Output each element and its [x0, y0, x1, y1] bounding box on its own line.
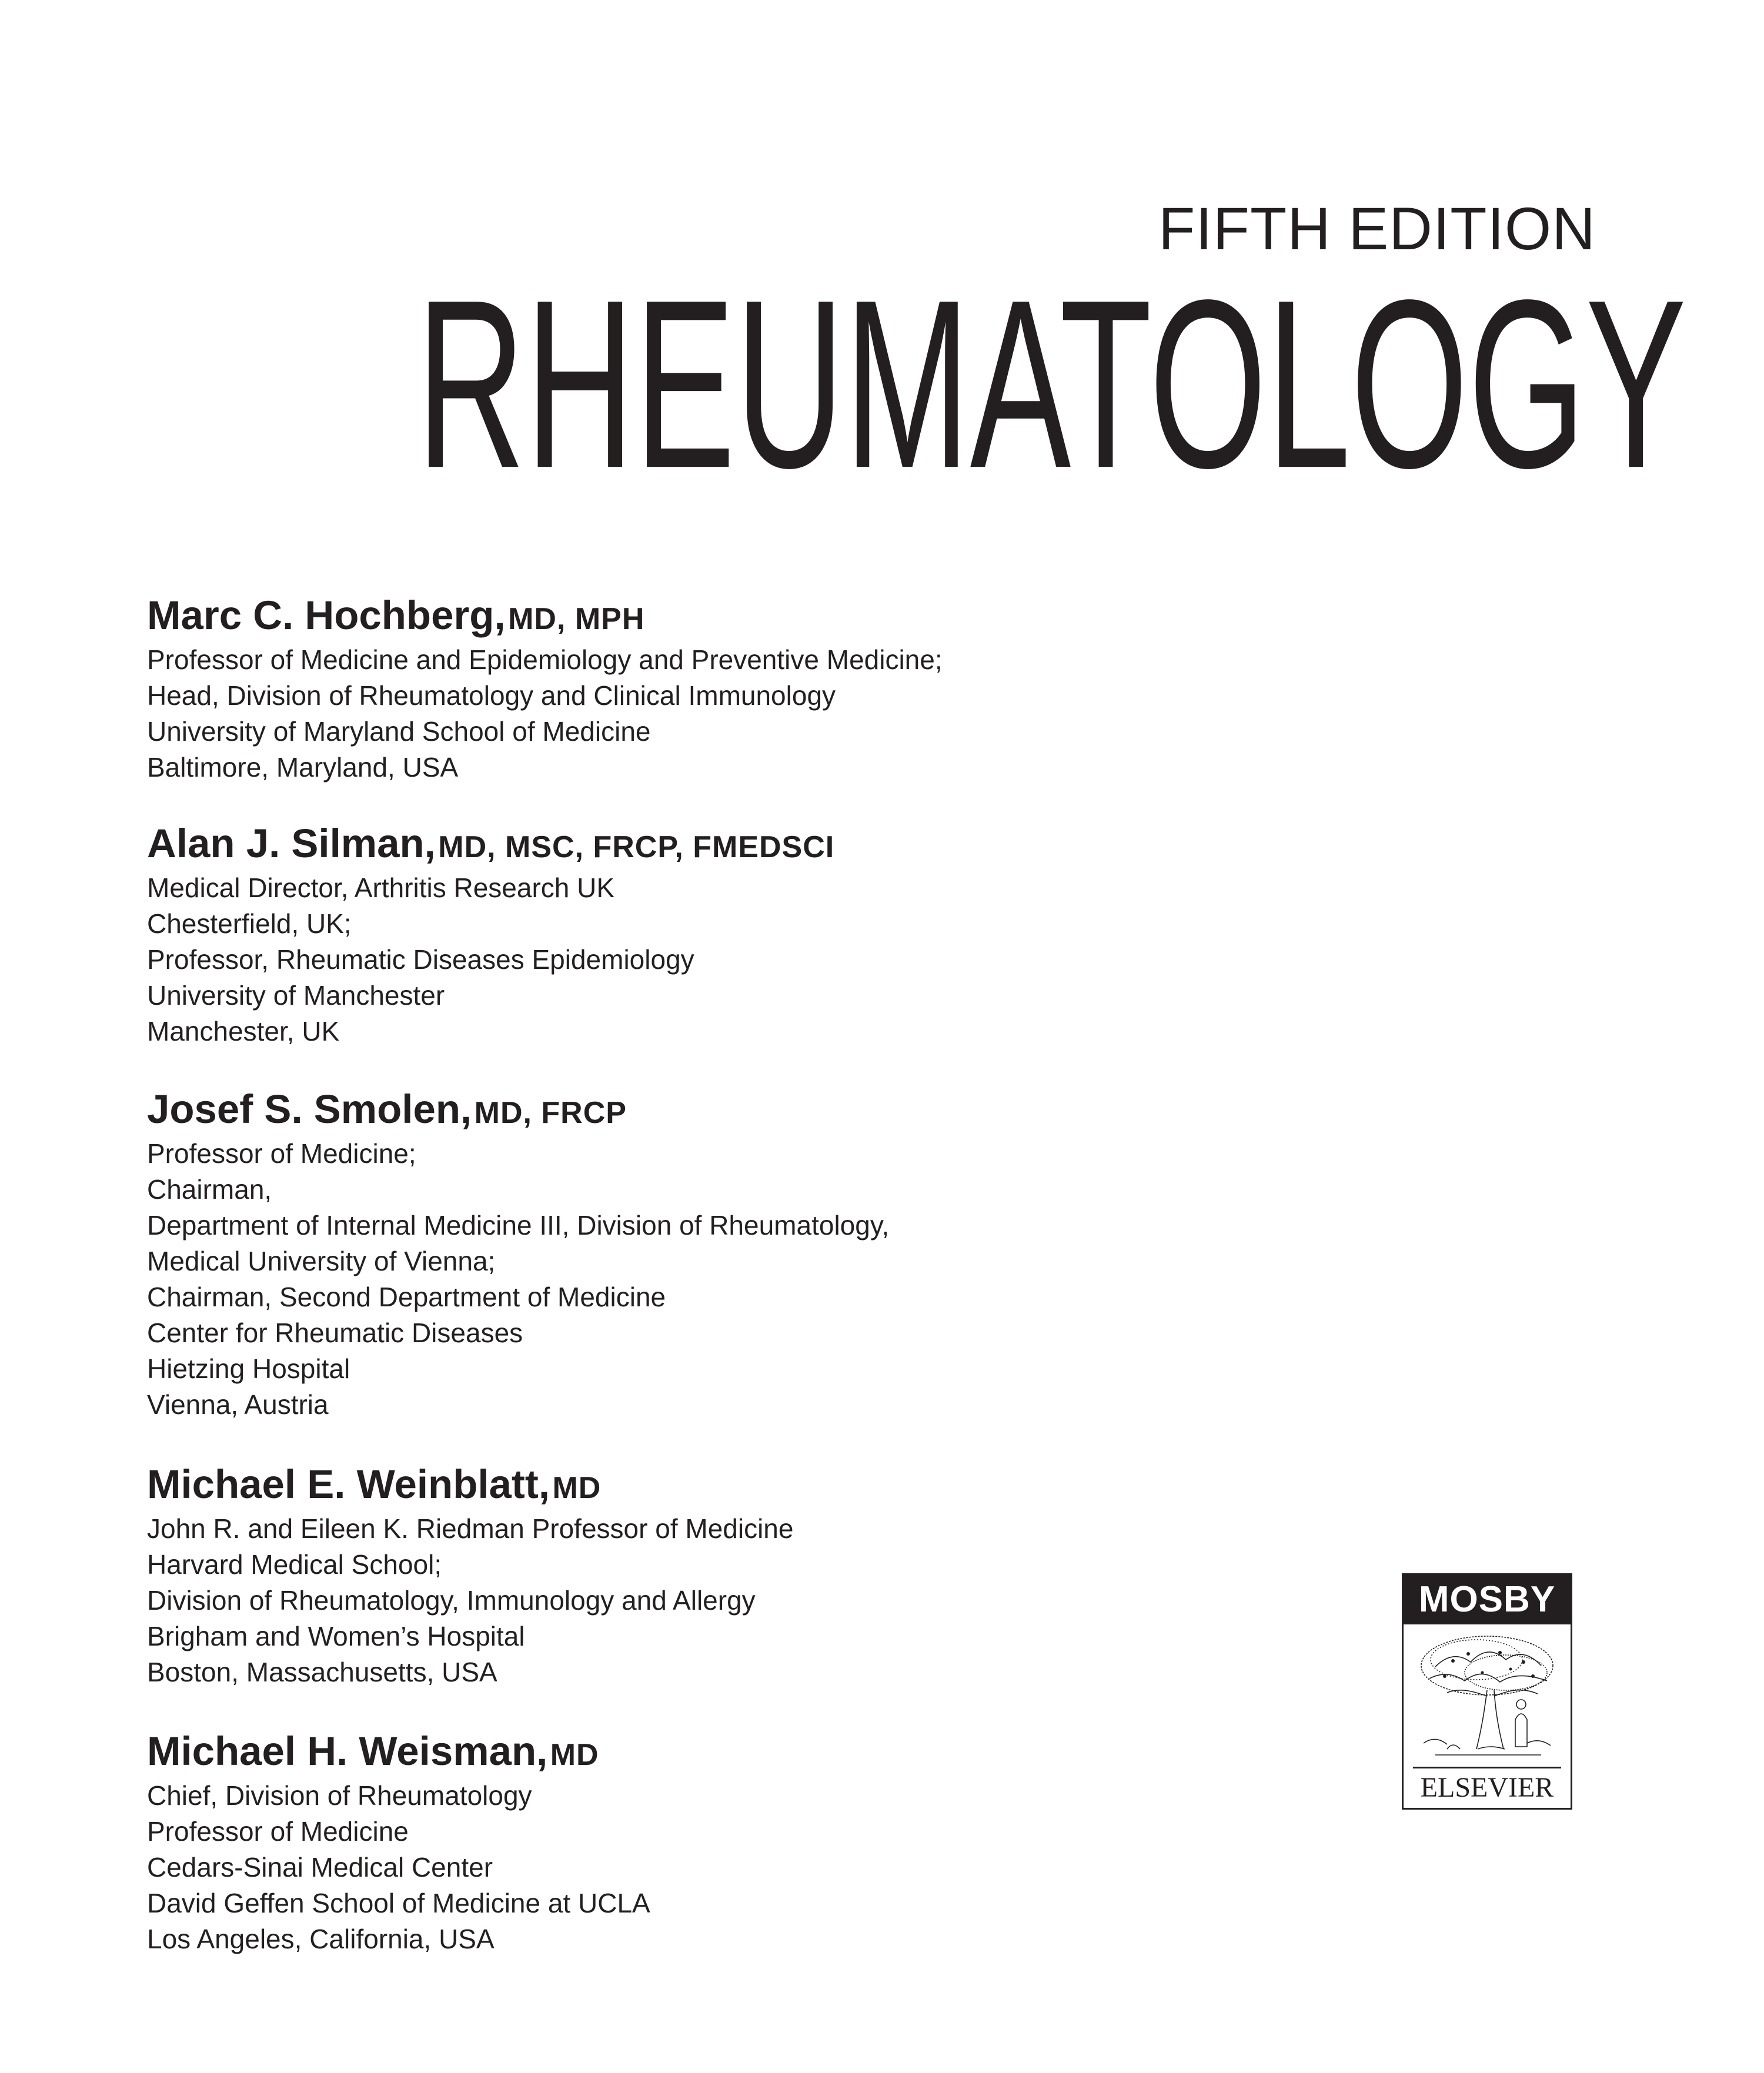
affiliation-line: Medical University of Vienna; [147, 1246, 496, 1276]
affiliation-line: Manchester, UK [147, 1016, 340, 1046]
author-block [147, 1086, 1264, 1423]
book-title [416, 272, 1686, 483]
author-block [147, 823, 1264, 1049]
affiliation-line: University of Manchester [147, 980, 445, 1011]
affiliation-line: Cedars-Sinai Medical Center [147, 1852, 493, 1883]
affiliation-line: Chesterfield, UK; [147, 908, 352, 939]
affiliation-line: Chief, Division of Rheumatology [147, 1780, 532, 1811]
affiliation-line: University of Maryland School of Medicine [147, 716, 651, 747]
author-name: Marc C. Hochberg, [147, 593, 506, 638]
author-block [147, 595, 1264, 785]
author-block [147, 1728, 1264, 1957]
author-credentials: MD [552, 1471, 602, 1505]
affiliation-line: Center for Rheumatic Diseases [147, 1318, 523, 1348]
affiliation-list [147, 1511, 1264, 1690]
affiliation-line: Division of Rheumatology, Immunology and Allergy [147, 1585, 756, 1616]
author-name: Michael E. Weinblatt, [147, 1462, 550, 1507]
affiliation-line: Los Angeles, California, USA [147, 1924, 495, 1954]
imprint-label: MOSBY [1404, 1575, 1571, 1624]
author-credentials: MD, MSC, FRCP, FMEDSCI [438, 830, 835, 864]
affiliation-line: Professor of Medicine; [147, 1138, 416, 1169]
affiliation-line: David Geffen School of Medicine at UCLA [147, 1888, 650, 1918]
author-credentials: MD, FRCP [474, 1096, 627, 1130]
affiliation-list [147, 642, 1264, 785]
author-block [147, 1464, 1264, 1690]
affiliation-list [147, 1778, 1264, 1957]
company-label: ELSEVIER [1420, 1772, 1554, 1803]
affiliation-line: Chairman, [147, 1174, 272, 1205]
affiliation-line: Hietzing Hospital [147, 1353, 350, 1384]
affiliation-line: Professor of Medicine [147, 1816, 409, 1847]
affiliation-line: John R. and Eileen K. Riedman Professor of Medicine [147, 1513, 794, 1544]
affiliation-line: Head, Division of Rheumatology and Clinical Immunology [147, 680, 836, 711]
affiliation-line: Chairman, Second Department of Medicine [147, 1282, 666, 1312]
author-credentials: MD, MPH [508, 602, 645, 636]
logo-divider [1413, 1767, 1561, 1768]
affiliation-line: Department of Internal Medicine III, Division of Rheumatology, [147, 1210, 890, 1241]
affiliation-line: Boston, Massachusetts, USA [147, 1657, 497, 1687]
publisher-logo [1402, 1573, 1572, 1810]
affiliation-list [147, 870, 1264, 1049]
author-name: Michael H. Weisman, [147, 1728, 548, 1774]
affiliation-line: Brigham and Women’s Hospital [147, 1621, 525, 1651]
affiliation-line: Professor of Medicine and Epidemiology and Preventive Medicine; [147, 644, 943, 675]
author-name: Alan J. Silman, [147, 821, 436, 866]
affiliation-line: Vienna, Austria [147, 1389, 329, 1420]
elsevier-tree-icon [1412, 1631, 1562, 1763]
affiliation-line: Harvard Medical School; [147, 1549, 442, 1580]
edition-label: FIFTH EDITION [1158, 195, 1596, 262]
affiliation-line: Professor, Rheumatic Diseases Epidemiology [147, 944, 694, 975]
affiliation-list [147, 1136, 1264, 1423]
affiliation-line: Medical Director, Arthritis Research UK [147, 872, 615, 903]
book-title-text: RHEUMATOLOGY [416, 272, 1686, 483]
author-name: Josef S. Smolen, [147, 1086, 472, 1132]
affiliation-line: Baltimore, Maryland, USA [147, 752, 459, 783]
author-credentials: MD [550, 1738, 599, 1772]
